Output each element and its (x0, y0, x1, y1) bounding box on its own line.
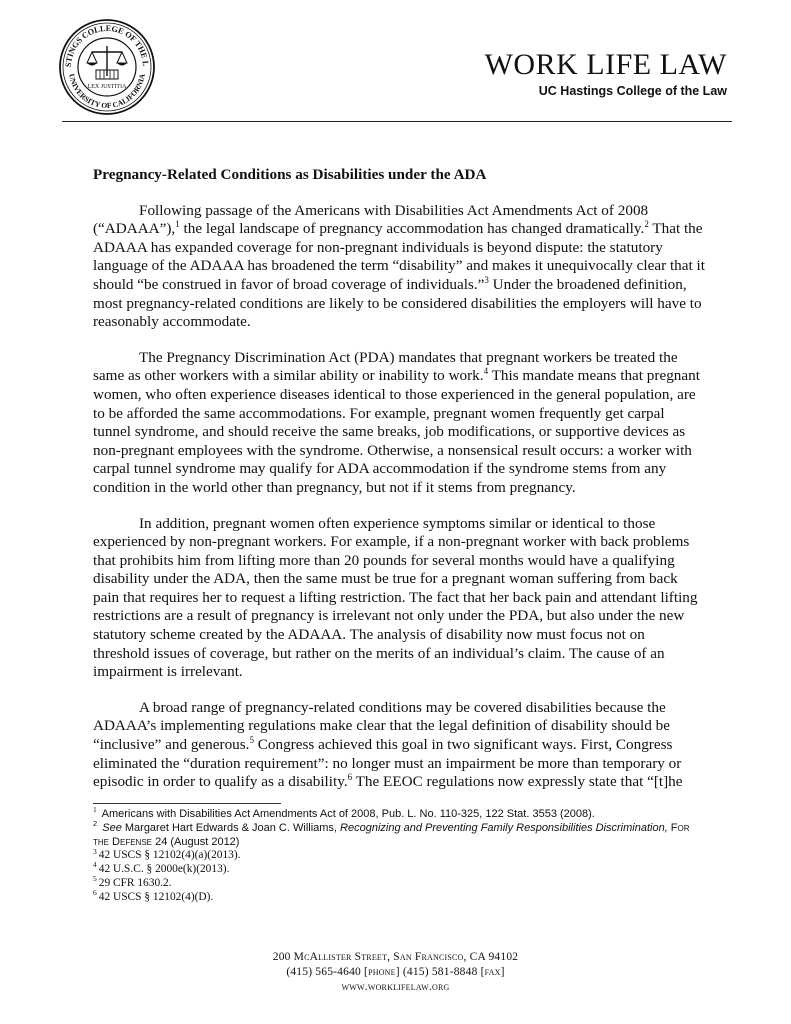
footnote-number: 2 (93, 819, 98, 829)
footnote-reference: 5 (249, 734, 254, 745)
paragraph-text: This mandate means that pregnant women, who often experience diseases identical to those experienced in the general population, are to be afforded the same accommodations. For example, pregnant women frequently get carpal tunnel syndrome, and should receive the same breaks, job modifications, or supportive devices as non-pregnant employees with the syndrome. Otherwise, a nonsensical result occurs: a worker with carpal tunnel syndrome may qualify for ADA accommodation if the syndrome stems from any condition in the world other than pregnancy, but not if it stems from pregnancy. (93, 367, 700, 496)
footnote-reference: 2 (644, 219, 649, 230)
paragraph-text: A broad range of pregnancy-related conditions may be covered disabilities because the ADAAA’s implementing regulations make clear that the legal definition of disability should be “inclusive” and generous. (93, 698, 670, 754)
paragraph-text: the legal landscape of pregnancy accommodation has changed dramatically. (179, 220, 645, 238)
footnote-cite: 24 (August 2012) (152, 835, 240, 848)
seal-ring-bottom-text: UNIVERSITY OF CALIFORNIA (67, 73, 147, 111)
footnote-text: 42 U.S.C. § 2000e(k)(2013). (98, 863, 230, 876)
footnote-2 (93, 819, 705, 850)
footnote-text: 29 CFR 1630.2. (98, 876, 172, 889)
footer-address: 200 McAllister Street, San Francisco, CA 94102 (272, 951, 519, 963)
paragraph-text: That the ADAAA has expanded coverage for non-pregnant individuals is beyond dispute: the statutory language of the ADAAA has broadened the term “disability” and makes it unequivocally clear that it should “be construed in favor of broad coverage of individuals.” (93, 220, 705, 293)
paragraph-text: Under the broadened definition, most pregnancy-related conditions are likely to be considered disabilities the employers will have to reasonably accommodate. (93, 275, 702, 331)
hastings-college-seal (58, 18, 156, 116)
page-footer (0, 950, 791, 995)
footnote-text: 42 USCS § 12102(4)(a)(2013). (98, 849, 241, 862)
seal-motto: LEX JUSTITIA (87, 84, 127, 90)
brand-name: WORK LIFE LAW (484, 48, 727, 81)
footnote-text: 42 USCS § 12102(4)(D). (98, 890, 214, 903)
footer-website: www.worklifelaw.org (341, 981, 450, 993)
footnote-signal: See (102, 821, 122, 834)
footnote-1 (93, 805, 705, 822)
brand-subtitle: UC Hastings College of the Law (538, 84, 727, 98)
footnote-article-title: Recognizing and Preventing Family Responsibilities Discrimination, (340, 821, 668, 834)
footnote-journal: For the Defense (93, 821, 690, 848)
footnote-authors: Margaret Hart Edwards & Joan C. Williams, (121, 821, 341, 834)
footnote-number: 3 (93, 846, 97, 856)
body-paragraph (93, 515, 705, 682)
seal-icon (58, 18, 156, 116)
paragraph-list (93, 202, 705, 792)
footnote-5 (93, 874, 705, 891)
footnote-3 (93, 846, 705, 863)
document-body (93, 166, 705, 809)
header-divider (62, 121, 732, 122)
body-paragraph (93, 202, 705, 332)
paragraph-text: The Pregnancy Discrimination Act (PDA) mandates that pregnant workers be treated the same as other workers with a similar ability or inability to work. (93, 348, 678, 385)
footnote-reference: 4 (483, 366, 489, 377)
paragraph-text: In addition, pregnant women often experience symptoms similar or identical to those experienced by non-pregnant workers. For example, if a non-pregnant worker with back problems that prohibits him from lifting more than 20 pounds for several months would have a qualifying disability under the ADA, then the same must be true for a pregnant woman suffering from back pain that requires her to request a lifting restriction. The fact that her back pain and attendant lifting restrictions are a result of pregnancy is irrelevant not only under the PDA, but also under the new statutory scheme created by the ADAAA. The analysis of disability now must focus not on threshold issues of coverage, but rather on the merits of an individual’s claim. The cause of an impairment is irrelevant. (93, 514, 698, 681)
footnote-reference: 6 (347, 772, 353, 783)
footer-phone: (415) 565-4640 [phone] (415) 581-8848 [fax] (286, 966, 505, 978)
footnote-reference: 1 (175, 219, 180, 230)
paragraph-text: The EEOC regulations now expressly state that “[t]he (352, 773, 683, 791)
footnote-text: Americans with Disabilities Act Amendments Act of 2008, Pub. L. No. 110-325, 122 Stat. 3553 (2008). (101, 808, 595, 820)
body-paragraph (93, 699, 705, 792)
footnote-divider (93, 803, 281, 804)
paragraph-text: Congress achieved this goal in two significant ways. First, Congress eliminated the “duration requirement”: no longer must an impairment be more than temporary or episodic in order to qualify as a disability. (93, 736, 682, 791)
brand-block (485, 50, 727, 98)
footnote-4 (93, 860, 705, 877)
footnote-number: 1 (93, 805, 97, 815)
footnote-6 (93, 887, 705, 905)
body-paragraph (93, 349, 705, 498)
footnote-number: 6 (93, 887, 97, 897)
document-title: Pregnancy-Related Conditions as Disabilities under the ADA (93, 166, 487, 183)
paragraph-text: Following passage of the Americans with Disabilities Act Amendments Act of 2008 (“ADAAA”), (93, 201, 649, 238)
footnotes (93, 805, 705, 905)
footnote-number: 4 (93, 860, 97, 870)
seal-ring-top-text: STINGS COLLEGE OF THE L (63, 23, 151, 68)
footnote-number: 5 (93, 874, 97, 884)
svg-text:HASTINGS COLLEGE OF THE LAW (58, 18, 150, 67)
footnote-reference: 3 (484, 274, 489, 285)
